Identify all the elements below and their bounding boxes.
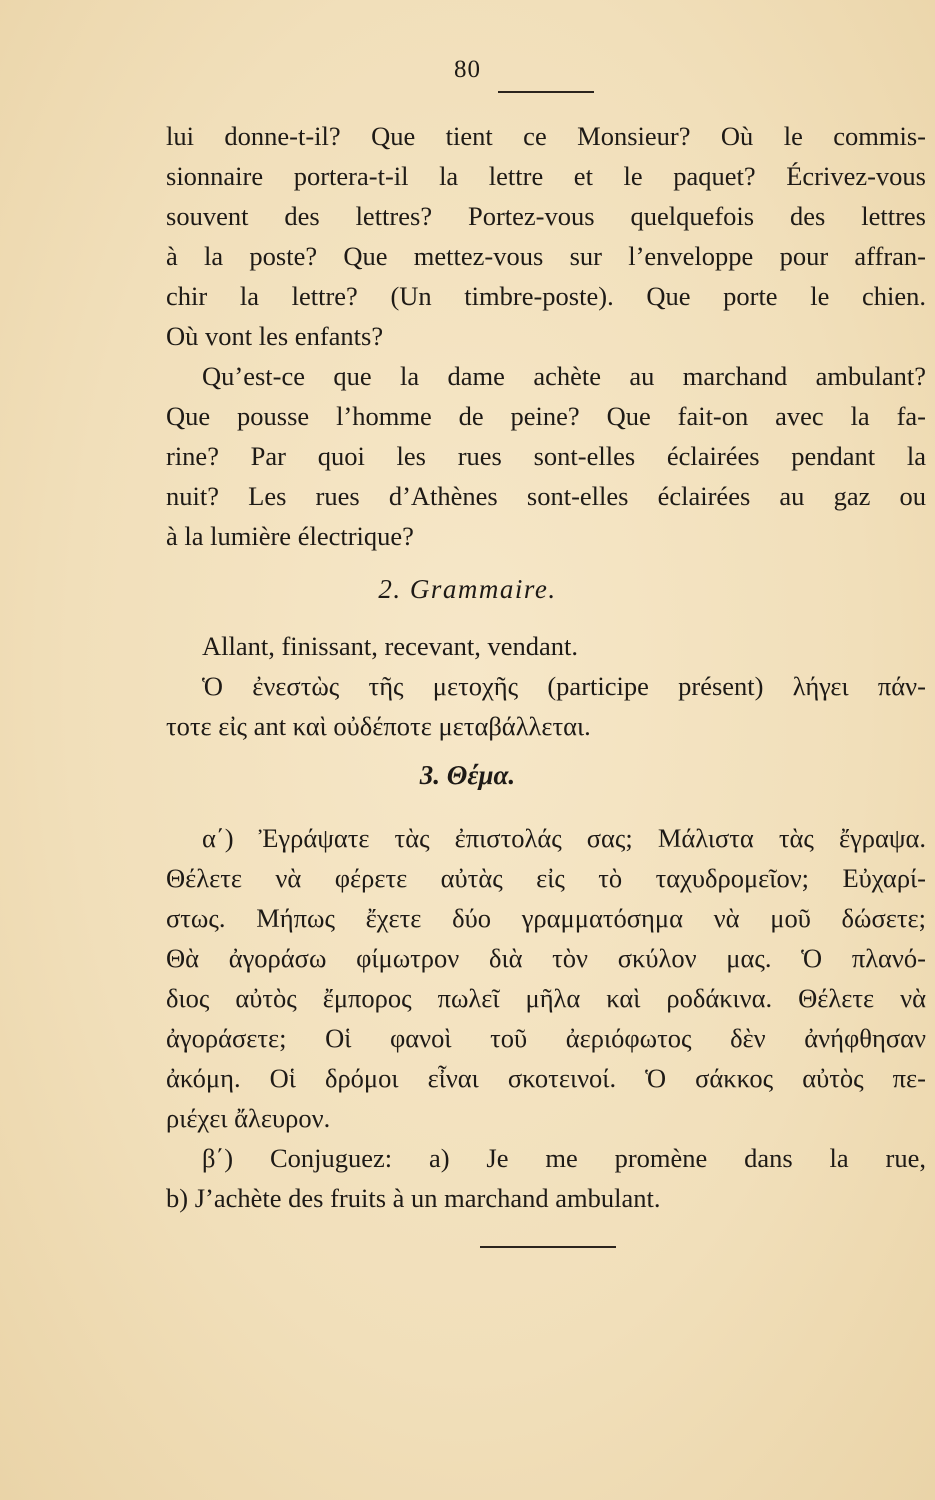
reading-questions bbox=[166, 116, 926, 556]
text-line: ἀγοράσετε; Οἱ φανοὶ τοῦ ἀεριόφωτος δὲν ἀνήφθησαν bbox=[166, 1023, 926, 1053]
participles-line: Allant, finissant, recevant, vendant. bbox=[202, 631, 579, 661]
text-line: Θὰ ἀγοράσω φίμωτρον διὰ τὸν σκύλον μας. Ὁ πλανό- bbox=[166, 943, 926, 973]
grammar-heading-title: Grammaire. bbox=[409, 574, 557, 604]
text-line: b) J’achète des fruits à un marchand ambulant. bbox=[166, 1183, 661, 1213]
theme-heading-number: 3. bbox=[419, 760, 441, 790]
header-rule bbox=[498, 91, 594, 93]
text-line: Θέλετε νὰ φέρετε αὐτὰς εἰς τὸ ταχυδρομεῖον; Εὐχαρί- bbox=[166, 863, 926, 893]
text-line: ἀκόμη. Οἱ δρόμοι εἶναι σκοτεινοί. Ὁ σάκκος αὐτὸς πε- bbox=[166, 1063, 926, 1093]
text-line: sionnaire portera-t-il la lettre et le paquet? Écrivez-vous bbox=[166, 161, 926, 191]
text-line: rine? Par quoi les rues sont-elles éclairées pendant la bbox=[166, 441, 926, 471]
text-line: Où vont les enfants? bbox=[166, 321, 384, 351]
text-line: β΄) Conjuguez: a) Je me promène dans la rue, bbox=[202, 1143, 926, 1173]
text-line: διος αὐτὸς ἔμπορος πωλεῖ μῆλα καὶ ροδάκινα. Θέλετε νὰ bbox=[166, 983, 926, 1013]
text-line: στως. Μήπως ἔχετε δύο γραμματόσημα νὰ μοῦ δώσετε; bbox=[166, 903, 926, 933]
text-line: à la poste? Que mettez-vous sur l’enveloppe pour affran- bbox=[166, 241, 926, 271]
theme-heading bbox=[0, 760, 935, 791]
text-line: Ὁ ἐνεστὼς τῆς μετοχῆς (participe présent) λήγει πάν- bbox=[202, 671, 926, 701]
text-line: à la lumière électrique? bbox=[166, 521, 414, 551]
text-line: Qu’est-ce que la dame achète au marchand ambulant? bbox=[202, 361, 926, 391]
theme-section bbox=[166, 818, 926, 1218]
grammar-heading bbox=[0, 574, 935, 605]
text-line: Que pousse l’homme de peine? Que fait-on avec la fa- bbox=[166, 401, 926, 431]
text-line: nuit? Les rues d’Athènes sont-elles éclairées au gaz ou bbox=[166, 481, 926, 511]
text-line: ριέχει ἄλευρον. bbox=[166, 1103, 331, 1133]
theme-heading-title: Θέμα. bbox=[446, 760, 516, 790]
text-line: lui donne-t-il? Que tient ce Monsieur? Où le commis- bbox=[166, 121, 926, 151]
grammar-heading-number: 2. bbox=[378, 574, 402, 604]
text-line: α΄) Ἐγράψατε τὰς ἐπιστολάς σας; Μάλιστα τὰς ἔγραψα. bbox=[202, 823, 926, 853]
text-line: souvent des lettres? Portez-vous quelquefois des lettres bbox=[166, 201, 926, 231]
footer-rule bbox=[480, 1246, 616, 1248]
grammar-section bbox=[166, 626, 926, 746]
text-line: τοτε εἰς ant καὶ οὐδέποτε μεταβάλλεται. bbox=[166, 711, 591, 741]
page-number: 80 bbox=[454, 56, 481, 83]
text-line: chir la lettre? (Un timbre-poste). Que porte le chien. bbox=[166, 281, 926, 311]
